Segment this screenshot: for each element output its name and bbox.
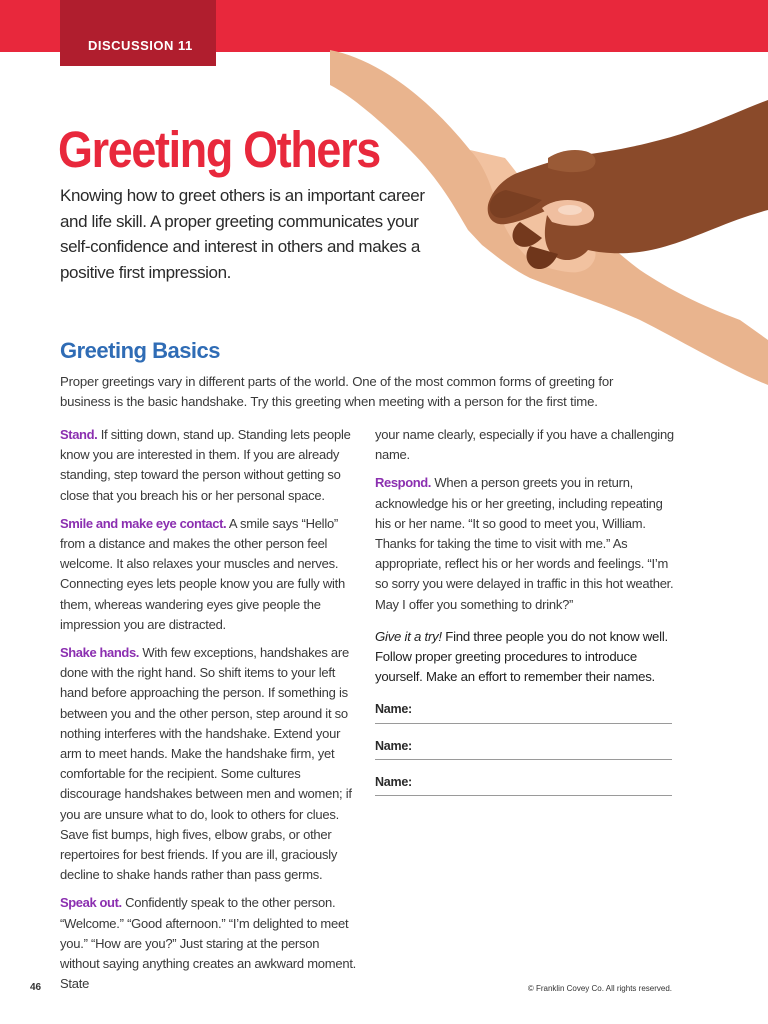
left-column xyxy=(60,425,360,1002)
intro-paragraph: Knowing how to greet others is an important career and life skill. A proper greeting communicates your self-confidence and interest in others and makes a positive first impression. xyxy=(60,186,425,282)
page-title: Greeting Others xyxy=(58,121,380,178)
tip-body: A smile says “Hello” from a distance and makes the other person feel welcome. It also relaxes your muscles and nerves. Connecting eyes lets people know you are fully with them, whereas wandering eyes give people the impression you are distracted. xyxy=(60,515,345,632)
tip-lead: Smile and make eye contact. xyxy=(60,515,227,531)
speak-continuation: your name clearly, especially if you have a challenging name. xyxy=(375,427,674,463)
tip-smile xyxy=(60,514,360,635)
section-title: Greeting Basics xyxy=(60,338,221,363)
right-column xyxy=(375,425,675,796)
tip-respond xyxy=(375,473,675,614)
page-number: 46 xyxy=(30,982,42,993)
tip-stand xyxy=(60,425,360,506)
name-field-2[interactable]: Name: xyxy=(375,730,672,760)
tip-body: When a person greets you in return, acknowledge his or her greeting, including repeating his or her name. “It so good to meet you, William. Thanks for taking the time to visit with me.” As appropriate, reflect his or her words and feelings. “I’m so sorry you were delayed in traffic in this hot weather. May I offer you something to drink?” xyxy=(375,475,674,612)
tip-shake xyxy=(60,643,360,885)
section-intro: Proper greetings vary in different parts of the world. One of the most common forms of greeting for business is the basic handshake. Try this greeting when meeting with a person for the first time. xyxy=(60,374,614,409)
name-field-3[interactable]: Name: xyxy=(375,766,672,796)
copyright-notice: © Franklin Covey Co. All rights reserved. xyxy=(527,984,672,993)
tip-body: If sitting down, stand up. Standing lets people know you are interested in them. If you are already standing, step toward the person without getting so close that you breach his or her personal space. xyxy=(60,427,351,503)
try-body: Find three people you do not know well. Follow proper greeting procedures to introduce yourself. Make an effort to remember their names. xyxy=(375,628,668,685)
tip-lead: Stand. xyxy=(60,427,98,442)
try-lead: Give it a try! xyxy=(375,628,442,644)
tip-lead: Shake hands. xyxy=(60,645,140,661)
discussion-tab: DISCUSSION 11 xyxy=(60,0,216,66)
name-field-1[interactable]: Name: xyxy=(375,693,672,723)
tip-body: With few exceptions, handshakes are done with the right hand. So shift items to your left hand before approaching the person. If something is between you and the other person, step around it so nothing interferes with the handshake. Extend your arm to meet hands. Make the handshake firm, yet comfortable for the recipient. Some cultures discourage handshakes between men and women; if you are unsure what to do, look to others for clues. Save fist bumps, high fives, elbow grabs, or other repertoires for best friends. If you are ill, graciously decline to shake hands rather than pass germs. xyxy=(60,645,352,883)
tip-speak xyxy=(60,893,360,994)
tip-lead: Speak out. xyxy=(60,895,122,911)
tip-lead: Respond. xyxy=(375,475,432,491)
tip-body: Confidently speak to the other person. “Welcome.” “Good afternoon.” “I’m delighted to meet you.” “How are you?” Just staring at the person without saying anything creates an awkward moment. State xyxy=(60,895,357,992)
give-it-a-try xyxy=(375,627,675,688)
